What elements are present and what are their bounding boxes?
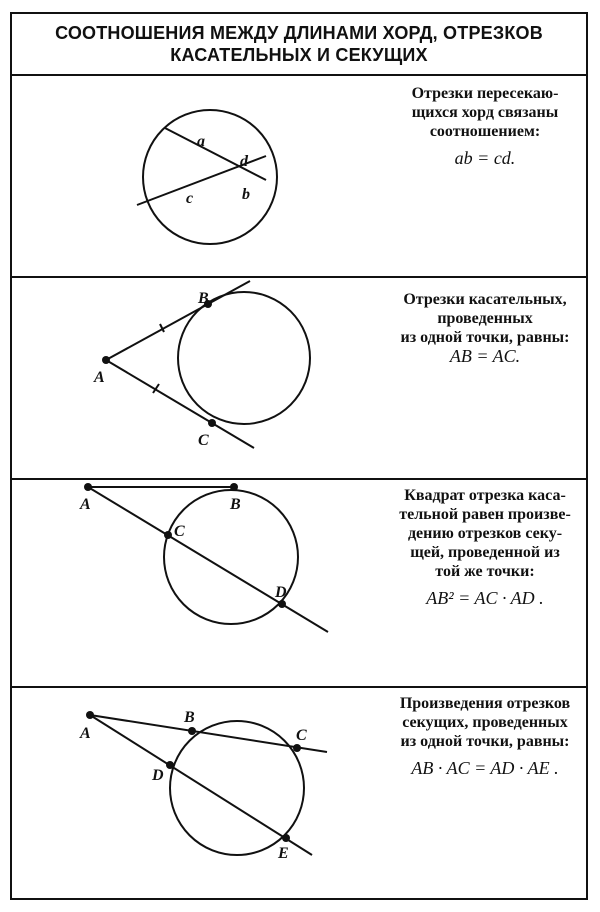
point-b: [230, 483, 238, 491]
section-tangent-secant: [12, 480, 586, 688]
tangents-formula: AB = AC.: [449, 346, 521, 366]
chords-text-2: щихся хорд связаны: [411, 104, 559, 121]
tangents-description: [390, 290, 580, 366]
secants-description: [390, 694, 580, 778]
secants-text-3: из одной точки, равны:: [400, 733, 570, 750]
point-a: [86, 711, 94, 719]
tangent-secant-text-3: дению отрезков секу-: [407, 525, 563, 542]
tangents-text-3: из одной точки, равны:: [400, 329, 570, 346]
secants-text-1: Произведения отрезков: [399, 695, 571, 712]
point-d: [166, 761, 174, 769]
tangent-secant-description: [390, 486, 580, 608]
point-b: [188, 727, 196, 735]
section-chords: [12, 76, 586, 278]
label-d: d: [240, 153, 248, 170]
label-E: E: [278, 845, 289, 862]
secants-text-2: секущих, проведенных: [402, 714, 568, 731]
point-a: [102, 356, 110, 364]
label-a: a: [197, 133, 205, 150]
section-secants: [12, 688, 586, 898]
label-C: C: [174, 523, 185, 540]
point-c: [208, 419, 216, 427]
tangent-secant-formula: AB² = AC · AD .: [426, 588, 544, 608]
point-c: [164, 531, 172, 539]
label-B: B: [198, 290, 209, 307]
label-C: C: [296, 727, 307, 744]
point-c: [293, 744, 301, 752]
tangents-circle: [178, 292, 310, 424]
table-frame: [10, 12, 588, 900]
secant-acd: [88, 487, 328, 632]
chords-description: [390, 84, 580, 168]
tangent-secant-text-4: щей, проведенной из: [410, 544, 560, 561]
label-C: C: [198, 432, 209, 449]
label-B: B: [230, 496, 241, 513]
title-line-1: СООТНОШЕНИЯ МЕЖДУ ДЛИНАМИ ХОРД, ОТРЕЗКОВ: [55, 23, 543, 43]
secant-abc: [90, 715, 327, 752]
label-A: A: [80, 725, 91, 742]
tangents-text-1: Отрезки касательных,: [403, 291, 567, 308]
label-b: b: [242, 186, 250, 203]
label-D: D: [152, 767, 164, 784]
chords-text-3: соотношением:: [429, 123, 541, 140]
label-A: A: [94, 369, 105, 386]
tangent-secant-text-2: тельной равен произве-: [399, 506, 571, 523]
tangent-secant-text-1: Квадрат отрезка каса-: [404, 487, 566, 504]
label-D: D: [275, 584, 287, 601]
point-e: [282, 834, 290, 842]
chords-text-1: Отрезки пересекаю-: [411, 85, 559, 102]
point-a: [84, 483, 92, 491]
point-d: [278, 600, 286, 608]
title-line-2: КАСАТЕЛЬНЫХ И СЕКУЩИХ: [170, 45, 428, 65]
tangent-secant-text-5: той же точки:: [435, 563, 535, 580]
secants-formula: AB · AC = AD · AE .: [411, 758, 559, 778]
tangents-text-2: проведенных: [437, 310, 533, 327]
label-c: c: [186, 190, 194, 207]
label-A: A: [80, 496, 91, 513]
label-B: B: [184, 709, 195, 726]
page-title: [12, 14, 586, 76]
chord-ab: [165, 128, 266, 180]
section-tangents: [12, 278, 586, 480]
chords-formula: ab = cd.: [454, 148, 516, 168]
